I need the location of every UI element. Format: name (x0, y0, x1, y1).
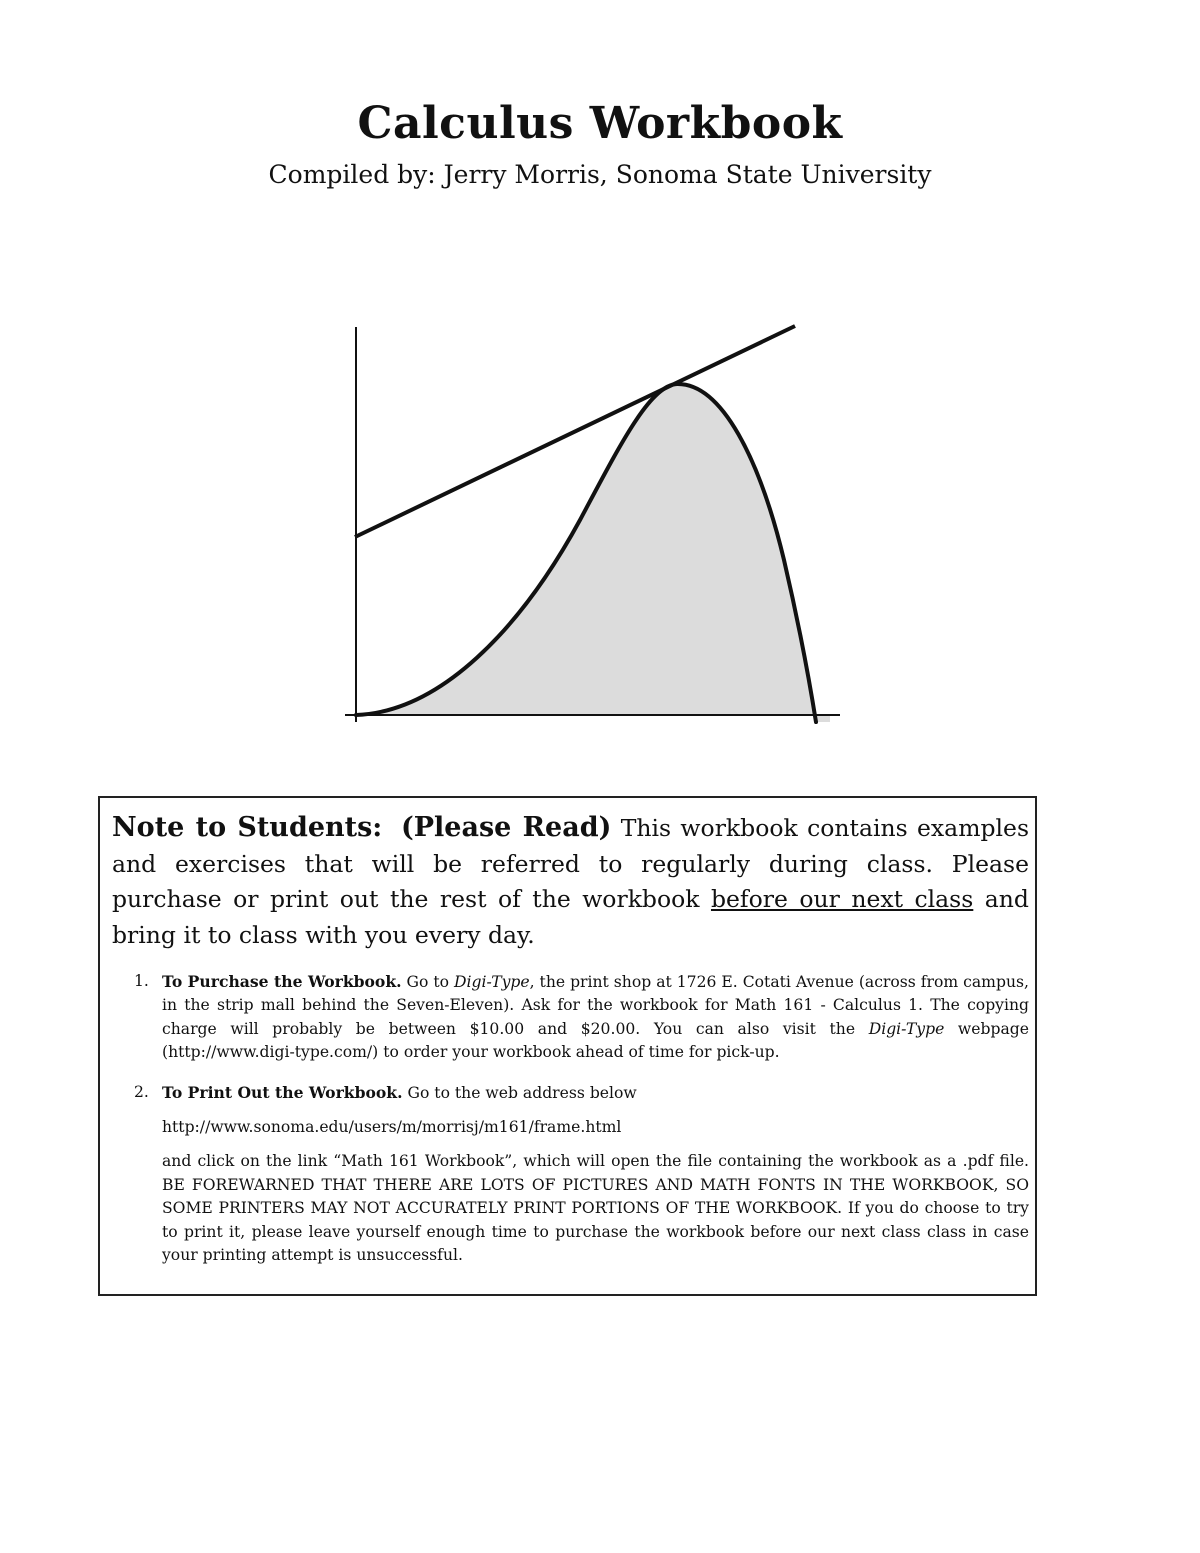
please-read-label: (Please Read) (400, 812, 612, 843)
list-item-purchase (112, 970, 1029, 1065)
instructions-list (112, 970, 1029, 1267)
list-item-title: To Purchase the Workbook. (162, 972, 402, 991)
digitype-name: Digi-Type (868, 1019, 945, 1038)
note-underlined-text: before our next class (710, 885, 974, 913)
list-item-print (112, 1081, 1029, 1268)
shaded-area-under-curve (356, 384, 830, 722)
tangent-line-figure (0, 0, 1200, 760)
note-to-students-box (98, 796, 1037, 1296)
note-heading: Note to Students: (112, 812, 383, 843)
note-intro-text-end: and bring it to class with you every day. (112, 885, 1029, 949)
print-instructions: and click on the link “Math 161 Workbook”, which will open the file containing the workbook as a .pdf file. BE FOREWARNED THAT THERE ARE LOTS OF PICTURES AND MATH FONTS IN THE WORKBOOK, SO SOME PRINTERS MAY NOT ACCURATELY PRINT PORTIONS OF THE WORKBOOK. If you do choose to try to print it, please leave yourself enough time to purchase the workbook before our next class class in case your printing attempt is unsuccessful. (162, 1152, 1029, 1265)
page-subtitle: Compiled by: Jerry Morris, Sonoma State University (268, 160, 932, 189)
list-item-text: Go to the web address below (407, 1083, 637, 1102)
list-item-text: Go to (406, 973, 450, 991)
note-intro (112, 810, 1029, 953)
list-item-text: , the print shop at 1726 E. Cotati Avenue (across from campus, in the strip mall behind the Seven-Eleven). Ask for the workbook for Math 161 - Calculus 1. The copying charge will probably be between $10.00 and $20.00. You can also visit the (162, 973, 1029, 1038)
page-title: Calculus Workbook (357, 98, 843, 149)
workbook-url: http://www.sonoma.edu/users/m/morrisj/m161/frame.html (162, 1118, 622, 1137)
list-item-number: 1. (134, 972, 149, 990)
list-item-text: webpage (http://www.digi-type.com/) to order your workbook ahead of time for pick-up. (162, 1019, 1029, 1062)
digitype-name: Digi-Type (454, 973, 530, 991)
list-item-number: 2. (134, 1082, 149, 1101)
note-intro-text: This workbook contains examples and exercises that will be referred to regularly during class. Please purchase or print out the rest of the workbook (112, 814, 1030, 913)
list-item-title: To Print Out the Workbook. (162, 1082, 403, 1102)
